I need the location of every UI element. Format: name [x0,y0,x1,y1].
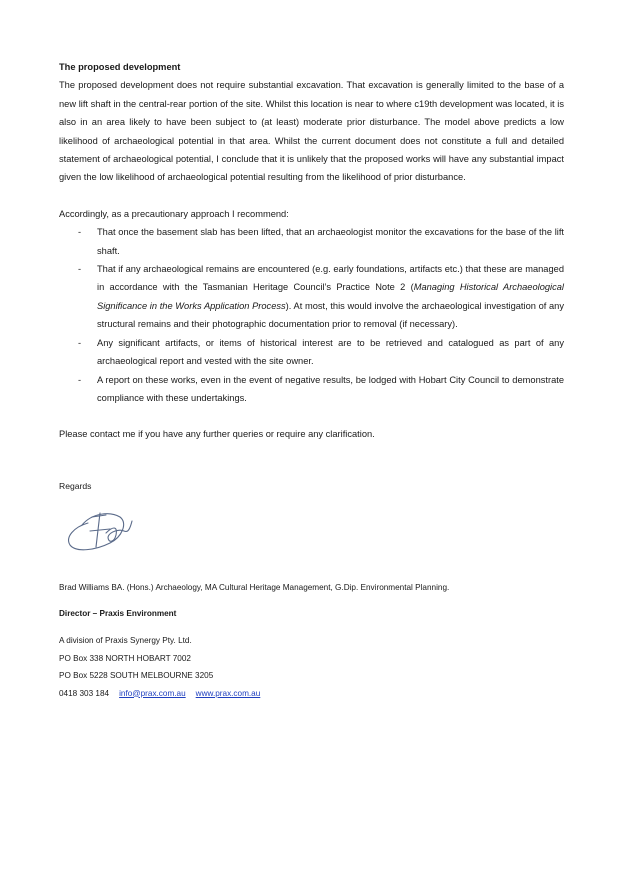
recommendation-item [59,223,564,260]
contact-paragraph: Please contact me if you have any further queries or require any clarification. [59,429,375,440]
signature-block [59,580,579,702]
website-link[interactable]: www.prax.com.au [195,688,261,698]
signature-image [62,503,142,563]
contact-line [59,685,579,703]
signatory-name: Brad Williams BA. (Hons.) Archaeology, MA Cultural Heritage Management, G.Dip. Environmental Planning. [59,583,450,592]
recommendation-text: ). At most, this would involve the archaeological investigation of any structural remains and their photographic documentation prior to removal (if necessary). [97,300,564,330]
regards-text: Regards [59,481,92,491]
section-paragraph: The proposed development does not require substantial excavation. That excavation is generally limited to the base of a new lift shaft in the central-rear portion of the site. Whilst this location is near to where c19th development was located, it is also in an area likely to have been subject to (at least) moderate prior disturbance. The model above predicts a low likelihood of archaeological potential in that area. Whilst the current document does not constitute a full and detailed statement of archaeological potential, I conclude that it is unlikely that the proposed works will have any substantial impact given the low likelihood of archaeological potential resulting from the likelihood of prior disturbance. [59,80,564,183]
recommendation-list [59,223,564,407]
recommendation-text: A report on these works, even in the event of negative results, be lodged with Hobart City Council to demonstrate compliance with these undertakings. [97,374,564,403]
recommendation-intro: Accordingly, as a precautionary approach I recommend: [59,208,289,219]
recommendation-text: That if any archaeological remains are encountered (e.g. early foundations, artifacts etc.) that these are managed in accordance with the Tasmanian Heritage Council’s Practice Note 2 ( [97,264,564,293]
letter-body [59,58,564,444]
address-line-2: PO Box 5228 SOUTH MELBOURNE 3205 [59,671,214,680]
address-line-1: PO Box 338 NORTH HOBART 7002 [59,653,191,663]
practice-note-title: Managing Historical Archaeological Significance in the Works Application Process [97,282,564,311]
company-division: A division of Praxis Synergy Pty. Ltd. [59,636,192,645]
recommendation-item [59,371,564,408]
recommendation-item [59,260,564,334]
signatory-title: Director – Praxis Environment [59,609,177,618]
phone-number: 0418 303 184 [59,688,110,698]
section-heading: The proposed development [59,62,181,72]
recommendation-item [59,334,564,371]
recommendation-text: That once the basement slab has been lifted, that an archaeologist monitor the excavations for the base of the lift shaft. [97,227,564,256]
recommendation-text: Any significant artifacts, or items of historical interest are to be retrieved and catalogued as part of any archaeological report and vested with the site owner. [97,337,564,367]
email-link[interactable]: info@prax.com.au [119,688,186,698]
